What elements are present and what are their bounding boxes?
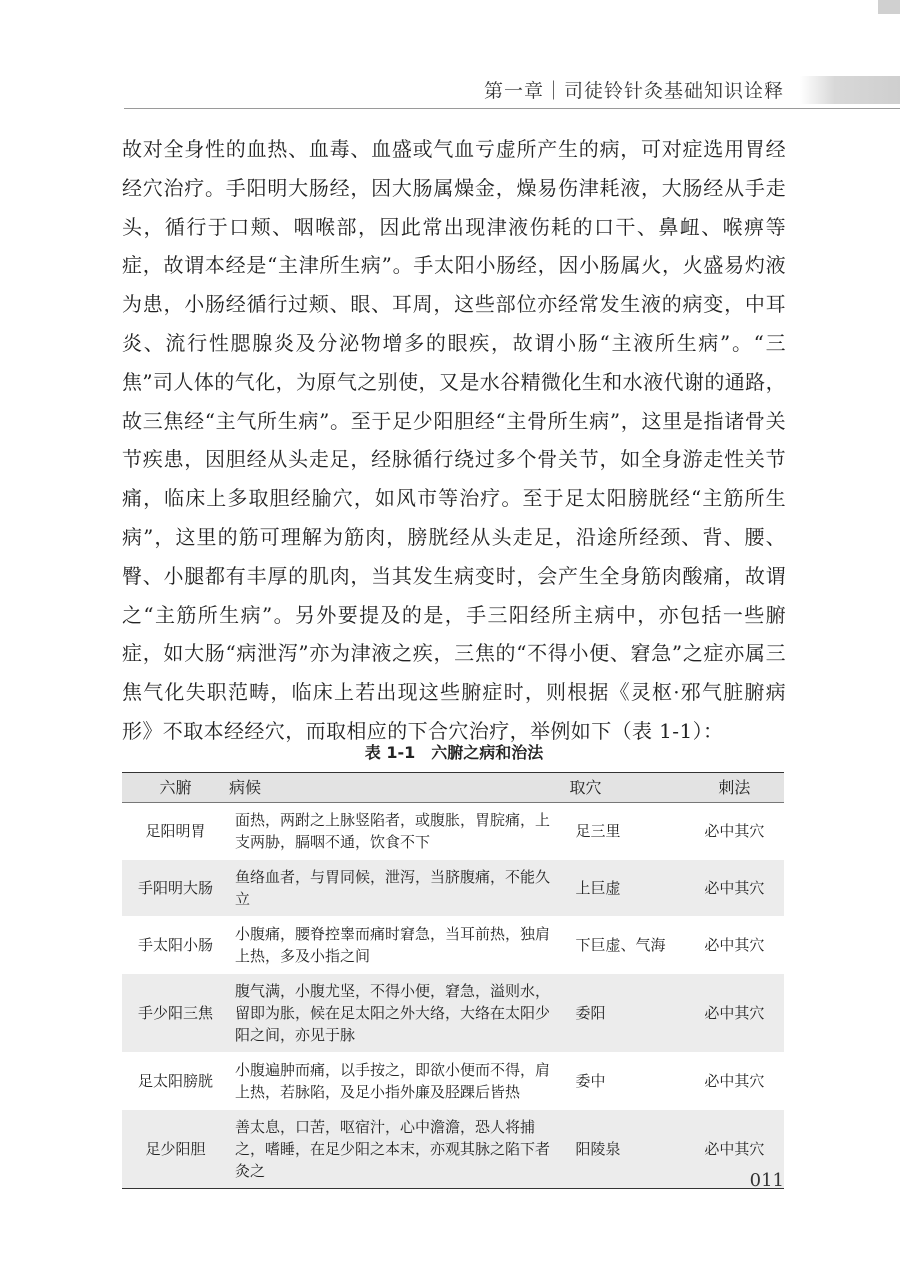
cell-acupoint: 委中	[570, 1053, 685, 1110]
cell-method: 必中其穴	[685, 860, 784, 917]
cell-method: 必中其穴	[685, 1053, 784, 1110]
header-cell-method: 刺法	[685, 773, 784, 803]
cell-acupoint: 委阳	[570, 974, 685, 1053]
cell-symptoms: 腹气满，小腹尤坚，不得小便，窘急，溢则水，留即为胀，候在足太阳之外大络，大络在太阳少阳之间，亦见于脉	[229, 974, 570, 1053]
page-number: 011	[749, 1170, 784, 1191]
header-shade-band	[800, 76, 900, 104]
cell-method: 必中其穴	[685, 917, 784, 974]
table-row	[122, 1053, 784, 1110]
header-cell-symptoms: 病候	[229, 773, 570, 803]
table-row	[122, 860, 784, 917]
chapter-title: 第一章｜司徒铃针灸基础知识诠释	[483, 80, 784, 102]
cell-method: 必中其穴	[685, 974, 784, 1053]
table-row	[122, 803, 784, 860]
cell-fu: 足太阳膀胱	[122, 1053, 229, 1110]
cell-symptoms: 面热，两跗之上脉竖陷者，或腹胀，胃脘痛，上支两胁，膈咽不通，饮食不下	[229, 803, 570, 860]
page-corner-mark	[878, 0, 900, 14]
running-header	[0, 72, 900, 108]
cell-symptoms: 小腹遍肿而痛，以手按之，即欲小便而不得，肩上热，若脉陷，及足小指外廉及胫踝后皆热	[229, 1053, 570, 1110]
header-rule	[124, 108, 900, 109]
cell-acupoint: 上巨虚	[570, 860, 685, 917]
six-fu-table	[122, 772, 784, 1189]
table-row	[122, 917, 784, 974]
cell-symptoms: 善太息，口苦，呕宿汁，心中澹澹，恐人将捕之，嗜睡，在足少阳之本末，亦观其脉之陷下者灸之	[229, 1110, 570, 1189]
table-header-row	[122, 773, 784, 803]
body-paragraph: 故对全身性的血热、血毒、血盛或气血亏虚所产生的病，可对症选用胃经经穴治疗。手阳明大肠经，因大肠属燥金，燥易伤津耗液，大肠经从手走头，循行于口颊、咽喉部，因此常出现津液伤耗的口干、鼻衄、喉痹等症，故谓本经是“主津所生病”。手太阳小肠经，因小肠属火，火盛易灼液为患，小肠经循行过颊、眼、耳周，这些部位亦经常发生液的病变，中耳炎、流行性腮腺炎及分泌物增多的眼疾，故谓小肠“主液所生病”。“三焦”司人体的气化，为原气之别使，又是水谷精微化生和水液代谢的通路，故三焦经“主气所生病”。至于足少阳胆经“主骨所生病”，这里是指诸骨关节疾患，因胆经从头走足，经脉循行绕过多个骨关节，如全身游走性关节痛，临床上多取胆经腧穴，如风市等治疗。至于足太阳膀胱经“主筋所生病”，这里的筋可理解为筋肉，膀胱经从头走足，沿途所经颈、背、腰、臀、小腿都有丰厚的肌肉，当其发生病变时，会产生全身筋肉酸痛，故谓之“主筋所生病”。另外要提及的是，手三阳经所主病中，亦包括一些腑症，如大肠“病泄泻”亦为津液之疾，三焦的“不得小便、窘急”之症亦属三焦气化失职范畴，临床上若出现这些腑症时，则根据《灵枢·邪气脏腑病形》不取本经经穴，而取相应的下合穴治疗，举例如下（表 1-1）：	[122, 137, 786, 743]
cell-fu: 手少阳三焦	[122, 974, 229, 1053]
cell-method: 必中其穴	[685, 1110, 784, 1189]
header-cell-fu: 六腑	[122, 773, 229, 803]
header-cell-acupoint: 取穴	[570, 773, 685, 803]
cell-fu: 足阳明胃	[122, 803, 229, 860]
cell-method: 必中其穴	[685, 803, 784, 860]
table-row	[122, 1110, 784, 1189]
cell-acupoint: 下巨虚、气海	[570, 917, 685, 974]
table-title: 表 1-1 六腑之病和治法	[364, 743, 544, 762]
table-row	[122, 974, 784, 1053]
cell-symptoms: 小腹痛，腰脊控睾而痛时窘急，当耳前热，独肩上热，多及小指之间	[229, 917, 570, 974]
cell-fu: 足少阳胆	[122, 1110, 229, 1189]
cell-fu: 手太阳小肠	[122, 917, 229, 974]
cell-symptoms: 鱼络血者，与胃同候，泄泻，当脐腹痛，不能久立	[229, 860, 570, 917]
body-text	[122, 130, 786, 751]
cell-acupoint: 足三里	[570, 803, 685, 860]
cell-fu: 手阳明大肠	[122, 860, 229, 917]
cell-acupoint: 阳陵泉	[570, 1110, 685, 1189]
